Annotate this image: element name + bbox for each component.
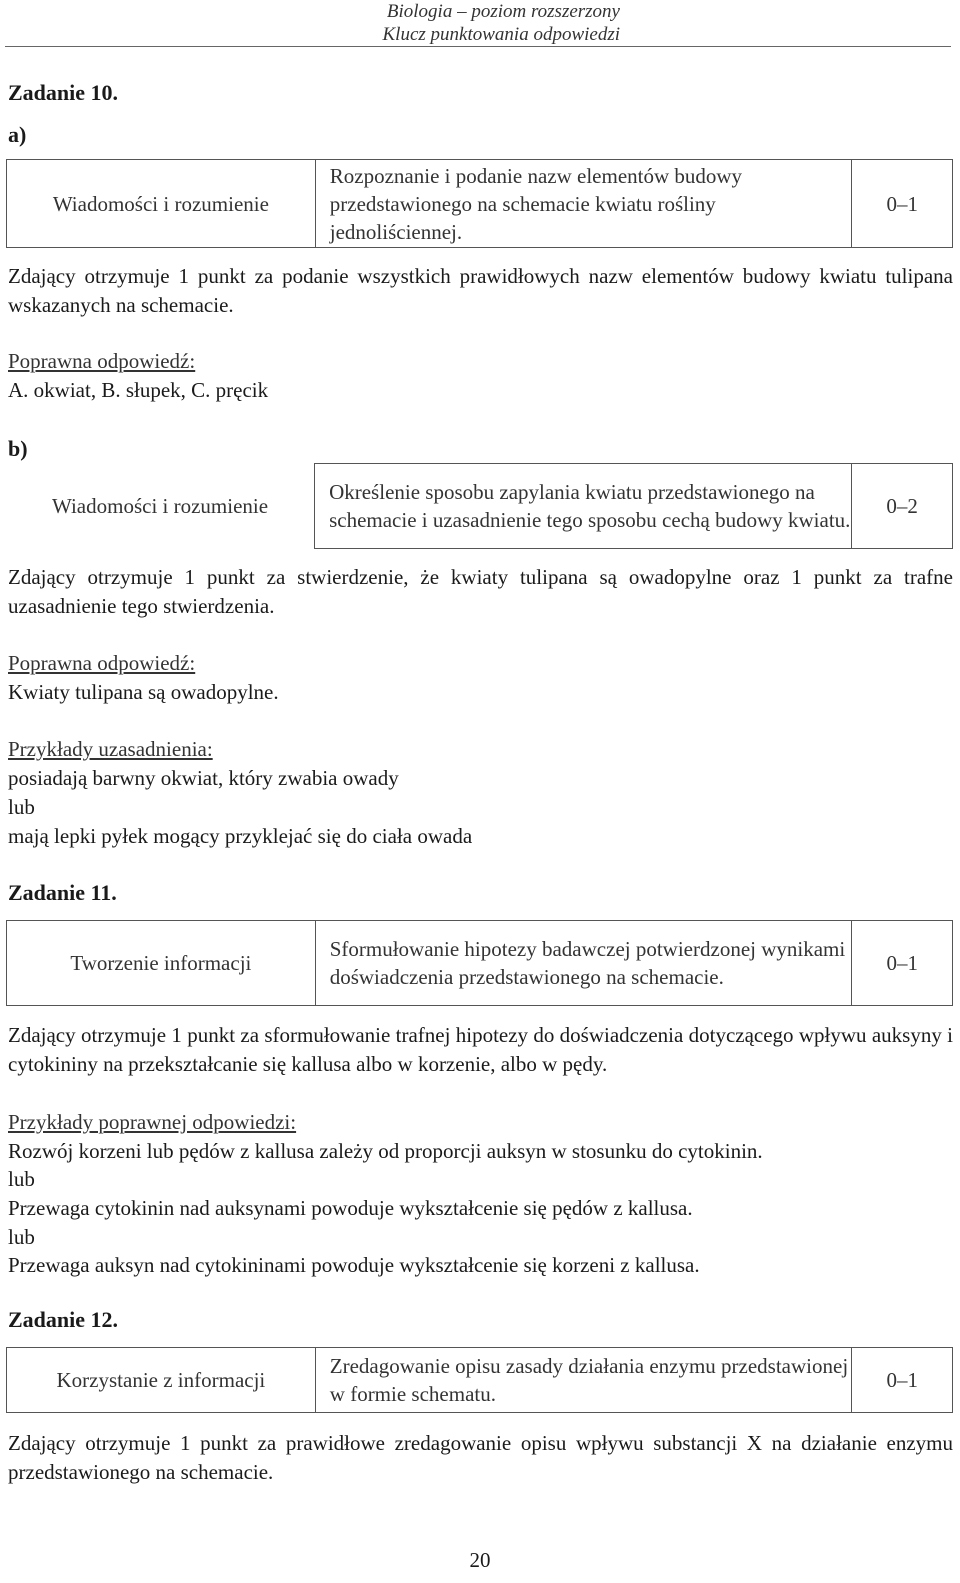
- task-10-title: Zadanie 10.: [8, 80, 119, 105]
- task-11-or-1: lub: [8, 1167, 35, 1191]
- task-10b-label: b): [8, 436, 28, 461]
- task-10b-criteria: Zdający otrzymuje 1 punkt za stwierdzenie, że kwiaty tulipana są owadopylne oraz 1 punkt za trafne uzasadnienie tego stwierdzenia.: [8, 565, 953, 618]
- task-10b-answer-label: Poprawna odpowiedź:: [8, 651, 196, 675]
- task-11-example-3: Przewaga auksyn nad cytokininami powoduje wykształcenie się korzeni z kallusa.: [8, 1253, 700, 1277]
- task-11-example-2: Przewaga cytokinin nad auksynami powoduje wykształcenie się pędów z kallusa.: [8, 1196, 693, 1220]
- task-11-criteria: Zdający otrzymuje 1 punkt za sformułowanie trafnej hipotezy do doświadczenia dotyczącego wpływu auksyny i cytokininy na przekształcanie się kallusa albo w korzenie, albo w pędy.: [8, 1023, 953, 1076]
- task-11-title: Zadanie 11.: [8, 880, 117, 905]
- rubric-description: Określenie sposobu zapylania kwiatu przedstawionego na schemacie i uzasadnienie tego sposobu cechą budowy kwiatu.: [315, 464, 852, 549]
- task-10a-criteria: Zdający otrzymuje 1 punkt za podanie wszystkich prawidłowych nazw elementów budowy kwiatu tulipana wskazanych na schemacie.: [8, 264, 953, 317]
- task-10a-label: a): [8, 122, 27, 147]
- rubric-points: 0–1: [852, 921, 953, 1006]
- task-12-title: Zadanie 12.: [8, 1307, 119, 1332]
- task-10b-rubric-table: [6, 463, 953, 549]
- task-10b-example-2: mają lepki pyłek mogący przyklejać się do ciała owada: [8, 824, 473, 848]
- rubric-category: Korzystanie z informacji: [7, 1348, 316, 1413]
- task-10b-examples-label: Przykłady uzasadnienia:: [8, 737, 213, 761]
- task-12-criteria: Zdający otrzymuje 1 punkt za prawidłowe zredagowanie opisu wpływu substancji X na działanie enzymu przedstawionego na schemacie.: [8, 1431, 953, 1484]
- task-10b-example-1: posiadają barwny okwiat, który zwabia owady: [8, 766, 399, 790]
- task-10a-answer-label: Poprawna odpowiedź:: [8, 349, 196, 373]
- task-10a-answer: A. okwiat, B. słupek, C. pręcik: [8, 378, 269, 402]
- task-11-or-2: lub: [8, 1225, 35, 1249]
- task-12-rubric-table: [6, 1347, 953, 1413]
- page-number: 20: [469, 1548, 491, 1572]
- header-divider: [5, 46, 951, 47]
- header-subject: Biologia – poziom rozszerzony: [386, 1, 620, 22]
- rubric-description: Rozpoznanie i podanie nazw elementów budowy przedstawionego na schemacie kwiatu rośliny jednoliściennej.: [315, 160, 852, 248]
- task-11-rubric-table: [6, 920, 953, 1006]
- rubric-category: Wiadomości i rozumienie: [7, 160, 316, 248]
- rubric-category: Tworzenie informacji: [7, 921, 316, 1006]
- rubric-points: 0–1: [852, 1348, 953, 1413]
- rubric-description: Sformułowanie hipotezy badawczej potwierdzonej wynikami doświadczenia przedstawionego na schemacie.: [315, 921, 852, 1006]
- task-11-example-1: Rozwój korzeni lub pędów z kallusa zależy od proporcji auksyn w stosunku do cytokinin.: [8, 1139, 763, 1163]
- task-10b-answer: Kwiaty tulipana są owadopylne.: [8, 680, 279, 704]
- task-10b-or-1: lub: [8, 795, 35, 819]
- rubric-points: 0–1: [852, 160, 953, 248]
- rubric-category: Wiadomości i rozumienie: [51, 494, 269, 518]
- task-11-examples-label: Przykłady poprawnej odpowiedzi:: [8, 1110, 297, 1134]
- rubric-description: Zredagowanie opisu zasady działania enzymu przedstawionej w formie schematu.: [315, 1348, 852, 1413]
- header-doc-title: Klucz punktowania odpowiedzi: [382, 24, 620, 45]
- page-header: [383, 0, 621, 46]
- task-10a-rubric-table: [6, 159, 953, 248]
- rubric-points: 0–2: [852, 464, 953, 549]
